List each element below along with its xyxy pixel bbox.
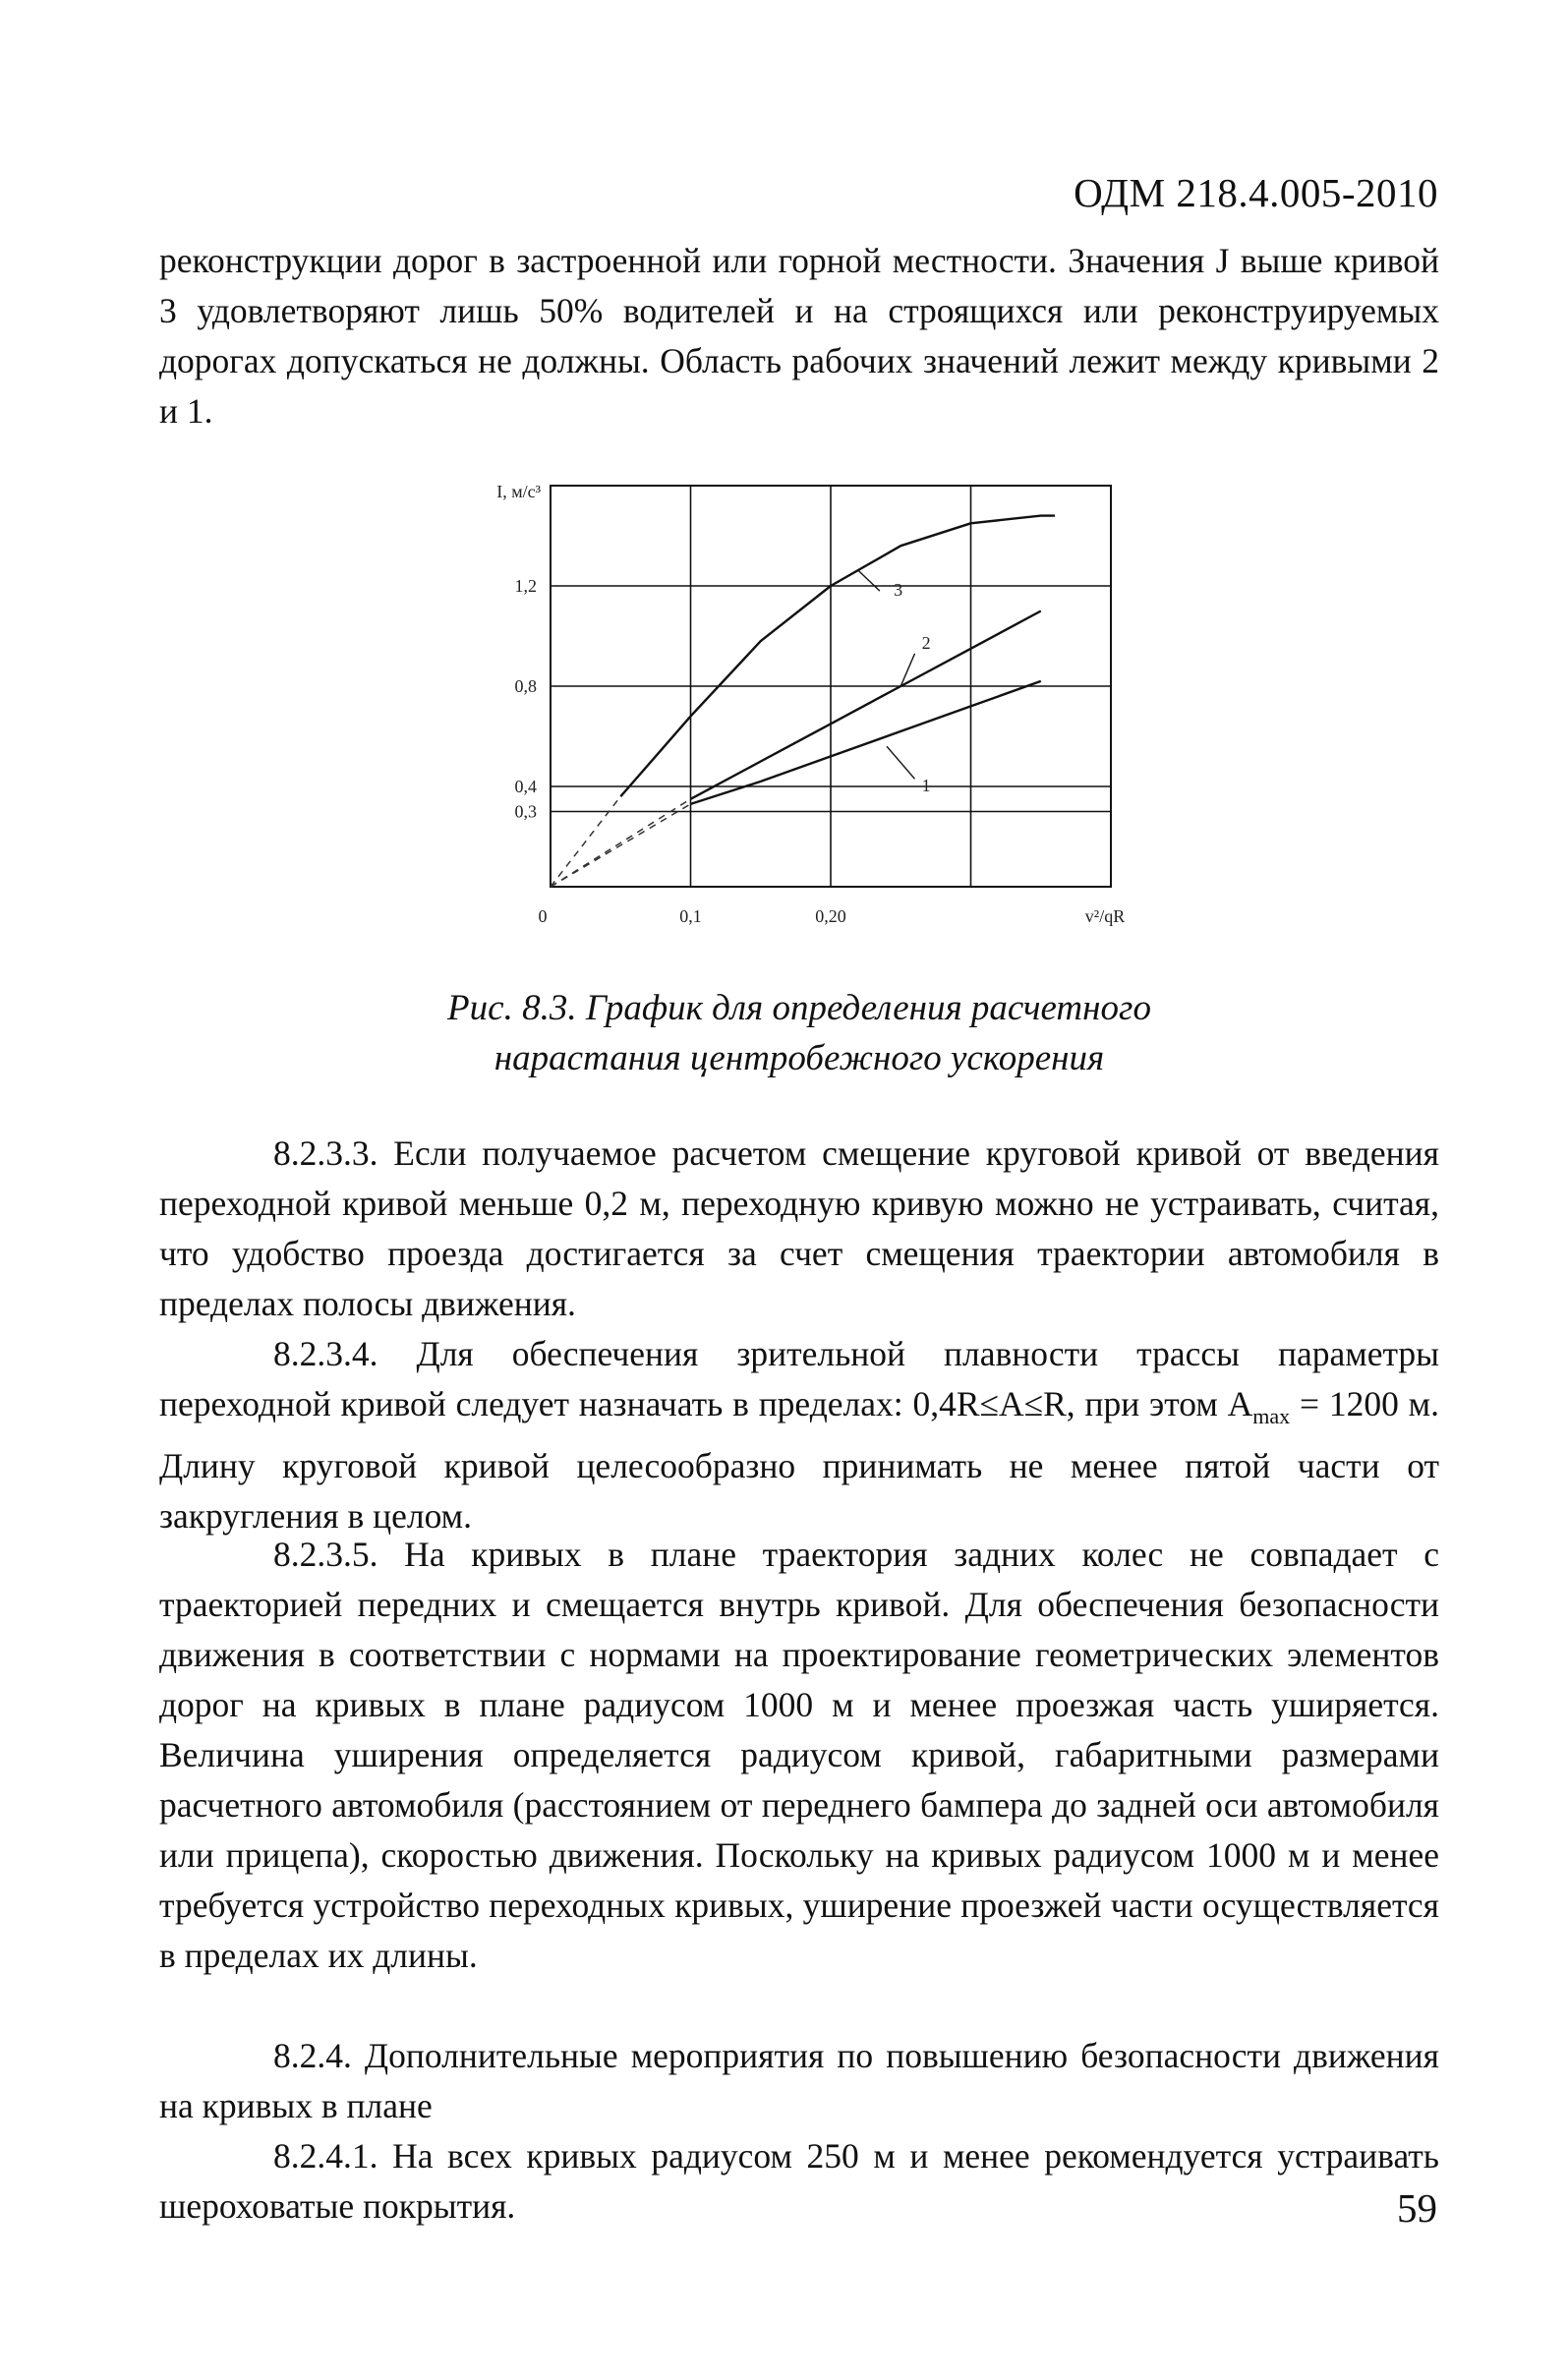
paragraph-8-2-3-4 — [159, 1329, 1439, 1541]
y-tick-label: 1,2 — [514, 576, 537, 596]
y-tick-label: 0,3 — [514, 801, 537, 822]
x-tick-label: 0,1 — [679, 906, 702, 926]
document-code: ОДМ 218.4.005-2010 — [1074, 170, 1438, 215]
paragraph-8-2-3-4-text: 8.2.3.4. Для обеспечения зрительной плавности трассы параметры переходной кривой следует назначать в пределах: 0,4R≤A≤R, при этом A — [159, 1334, 1439, 1423]
curve-1-leader — [887, 746, 915, 779]
caption-line-2: нарастания центробежного ускорения — [494, 1038, 1105, 1078]
series-2-line — [691, 611, 1041, 799]
paragraph-8-2-4: 8.2.4. Дополнительные мероприятия по повышению безопасности движения на кривых в плане — [159, 2036, 1439, 2125]
page-number: 59 — [1397, 2185, 1437, 2231]
y-tick-label: 0,4 — [514, 777, 537, 796]
intro-paragraph: реконструкции дорог в застроенной или горной местности. Значения J выше кривой 3 удовлетворяют лишь 50% водителей и на строящихся или реконструируемых дорогах допускаться не должны. Область рабочих значений лежит между кривыми 2 и 1. — [159, 241, 1439, 431]
subscript-max: max — [1252, 1404, 1291, 1429]
y-axis-label: I, м/с³ — [496, 482, 541, 501]
caption-line-1: Рис. 8.3. График для определения расчетного — [447, 988, 1151, 1028]
x-tick-label: 0,20 — [815, 906, 846, 926]
curve-1-label: 1 — [921, 776, 931, 796]
paragraph-8-2-4-1: 8.2.4.1. На всех кривых радиусом 250 м и менее рекомендуется устраивать шероховатые покрытия. — [159, 2136, 1439, 2226]
paragraph-8-2-3-4-text-end: = 1200 м. Длину круговой кривой целесообразно принимать не менее пятой части от закругления в целом. — [159, 1384, 1439, 1537]
curve-3-label: 3 — [894, 580, 903, 601]
paragraph-8-2-3-5: 8.2.3.5. На кривых в плане траектория задних колес не совпадает с траекторией передних и смещается внутрь кривой. Для обеспечения безопасности движения в соответствии с нормами на проектирование геометрических элементов дорог на кривых в плане радиусом 1000 м и менее проезжая часть уширяется. Величина уширения определяется радиусом кривой, габаритными размерами расчетного автомобиля (расстоянием от переднего бампера до задней оси автомобиля или прицепа), скоростью движения. Поскольку на кривых радиусом 1000 м и менее требуется устройство переходных кривых, уширение проезжей части осуществляется в пределах их длины. — [159, 1535, 1439, 1975]
paragraph-8-2-3-3: 8.2.3.3. Если получаемое расчетом смещение круговой кривой от введения переходной кривой меньше 0,2 м, переходную кривую можно не устраивать, считая, что удобство проезда достигается за счет смещения траектории автомобиля в пределах полосы движения. — [159, 1133, 1439, 1323]
series-3-extrapolation — [551, 796, 620, 887]
x-tick-label: 0 — [538, 906, 548, 926]
figure-caption — [159, 983, 1439, 1083]
acceleration-chart — [433, 462, 1140, 934]
curve-2-label: 2 — [921, 632, 931, 653]
y-tick-label: 0,8 — [514, 676, 537, 696]
series-1-line — [691, 681, 1041, 804]
series-1-extrapolation — [551, 804, 691, 887]
x-axis-label: v²/qR — [1084, 906, 1126, 926]
figure-8-3 — [433, 462, 1140, 934]
curve-3-leader — [859, 571, 880, 591]
